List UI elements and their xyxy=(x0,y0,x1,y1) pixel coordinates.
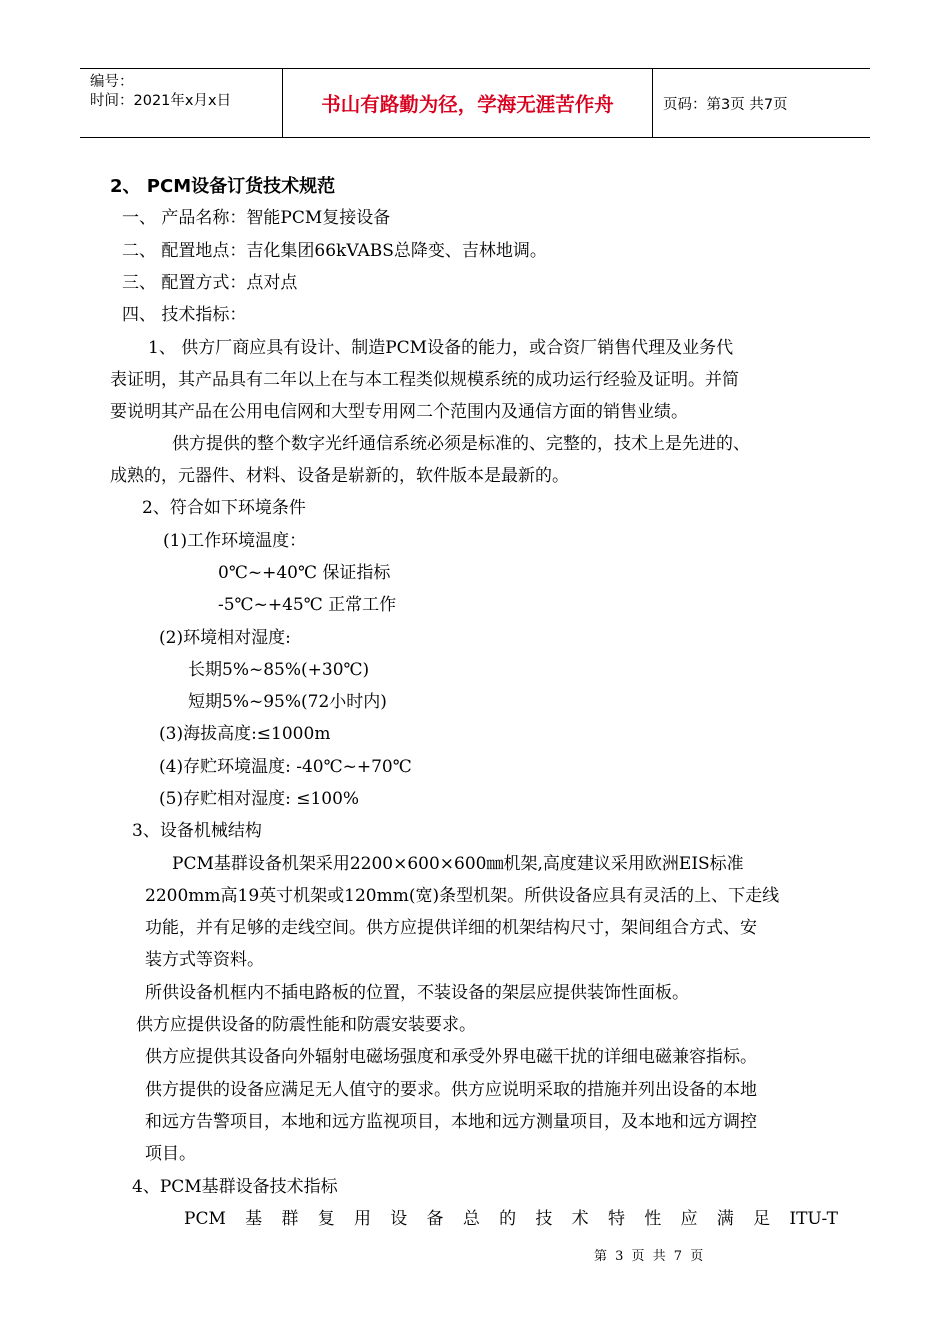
word: 基 xyxy=(245,1209,263,1229)
paragraph-line: 要说明其产品在公用电信网和大型专用网二个范围内及通信方面的销售业绩。 xyxy=(110,402,688,422)
mech-heading: 3、设备机械结构 xyxy=(132,821,262,841)
paragraph-line: 和远方告警项目，本地和远方监视项目，本地和远方测量项目，及本地和远方调控 xyxy=(145,1112,757,1132)
word: 群 xyxy=(281,1209,299,1229)
paragraph-line: 供方提供的设备应满足无人值守的要求。供方应说明采取的措施并列出设备的本地 xyxy=(145,1080,757,1100)
word: 性 xyxy=(644,1209,662,1229)
word: 特 xyxy=(607,1209,625,1229)
env-item: (5)存贮相对湿度: ≤100% xyxy=(159,789,360,809)
word: 设 xyxy=(390,1209,408,1229)
env-subitem: -5℃~+45℃ 正常工作 xyxy=(218,595,397,615)
env-subitem: 短期5%~95%(72小时内) xyxy=(188,692,387,712)
paragraph-line: 所供设备机框内不插电路板的位置，不装设备的架层应提供装饰性面板。 xyxy=(145,983,689,1003)
header-meta xyxy=(80,69,282,137)
word: 满 xyxy=(716,1209,734,1229)
word: 应 xyxy=(680,1209,698,1229)
paragraph-line: 表证明，其产品具有二年以上在与本工程类似规模系统的成功运行经验及证明。并简 xyxy=(110,370,739,390)
spec-item-mode: 三、 配置方式：点对点 xyxy=(122,273,298,293)
word: 总 xyxy=(462,1209,480,1229)
env-item: (4)存贮环境温度: -40℃~+70℃ xyxy=(159,757,412,777)
paragraph-line: PCM基群设备机架采用2200×600×600㎜机架,高度建议采用欧洲EIS标准 xyxy=(172,854,744,874)
env-heading: 2、符合如下环境条件 xyxy=(142,498,306,518)
word: 足 xyxy=(753,1209,771,1229)
spec-item-location: 二、 配置地点：吉化集团66kVABS总降变、吉林地调。 xyxy=(122,241,547,261)
env-item: (2)环境相对湿度: xyxy=(159,628,291,648)
word: ITU-T xyxy=(789,1209,838,1229)
header-page-info: 页码：第3页 共7页 xyxy=(663,96,788,113)
word: 备 xyxy=(426,1209,444,1229)
word: PCM xyxy=(184,1209,226,1229)
word: 的 xyxy=(499,1209,517,1229)
paragraph-line: 2200mm高19英寸机架或120mm(宽)条型机架。所供设备应具有灵活的上、下走线 xyxy=(145,886,780,906)
paragraph-line: 1、 供方厂商应具有设计、制造PCM设备的能力，或合资厂销售代理及业务代 xyxy=(148,338,734,358)
pcm-heading: 4、PCM基群设备技术指标 xyxy=(132,1177,338,1197)
paragraph-line: 供方提供的整个数字光纤通信系统必须是标准的、完整的，技术上是先进的、 xyxy=(172,434,750,454)
paragraph-line: 供方应提供设备的防震性能和防震安装要求。 xyxy=(136,1015,476,1035)
paragraph-line: 装方式等资料。 xyxy=(145,950,264,970)
paragraph-line: 成熟的，元器件、材料、设备是崭新的，软件版本是最新的。 xyxy=(110,466,569,486)
document-number-label: 编号： xyxy=(90,74,134,90)
page-header xyxy=(80,68,870,138)
env-subitem: 长期5%~85%(+30℃) xyxy=(188,660,370,680)
document-date: 时间：2021年x月x日 xyxy=(90,93,232,109)
page-footer: 第 3 页 共 7 页 xyxy=(594,1249,704,1264)
env-subitem: 0℃~+40℃ 保证指标 xyxy=(218,563,391,583)
env-item: (1)工作环境温度： xyxy=(163,531,307,551)
env-item: (3)海拔高度:≤1000m xyxy=(159,724,331,744)
spec-item-product-name: 一、 产品名称：智能PCM复接设备 xyxy=(122,208,391,228)
header-motto: 书山有路勤为径，学海无涯苦作舟 xyxy=(282,69,653,137)
spec-item-technical: 四、 技术指标： xyxy=(122,305,247,325)
paragraph-line: 功能，并有足够的走线空间。供方应提供详细的机架结构尺寸，架间组合方式、安 xyxy=(145,918,757,938)
justified-line xyxy=(184,1207,838,1231)
paragraph-line: 供方应提供其设备向外辐射电磁场强度和承受外界电磁干扰的详细电磁兼容指标。 xyxy=(145,1047,757,1067)
paragraph-line: 项目。 xyxy=(145,1144,196,1164)
word: 用 xyxy=(353,1209,371,1229)
word: 复 xyxy=(317,1209,335,1229)
section-title: 2、 PCM设备订货技术规范 xyxy=(110,176,336,197)
word: 技 xyxy=(535,1209,553,1229)
word: 术 xyxy=(571,1209,589,1229)
